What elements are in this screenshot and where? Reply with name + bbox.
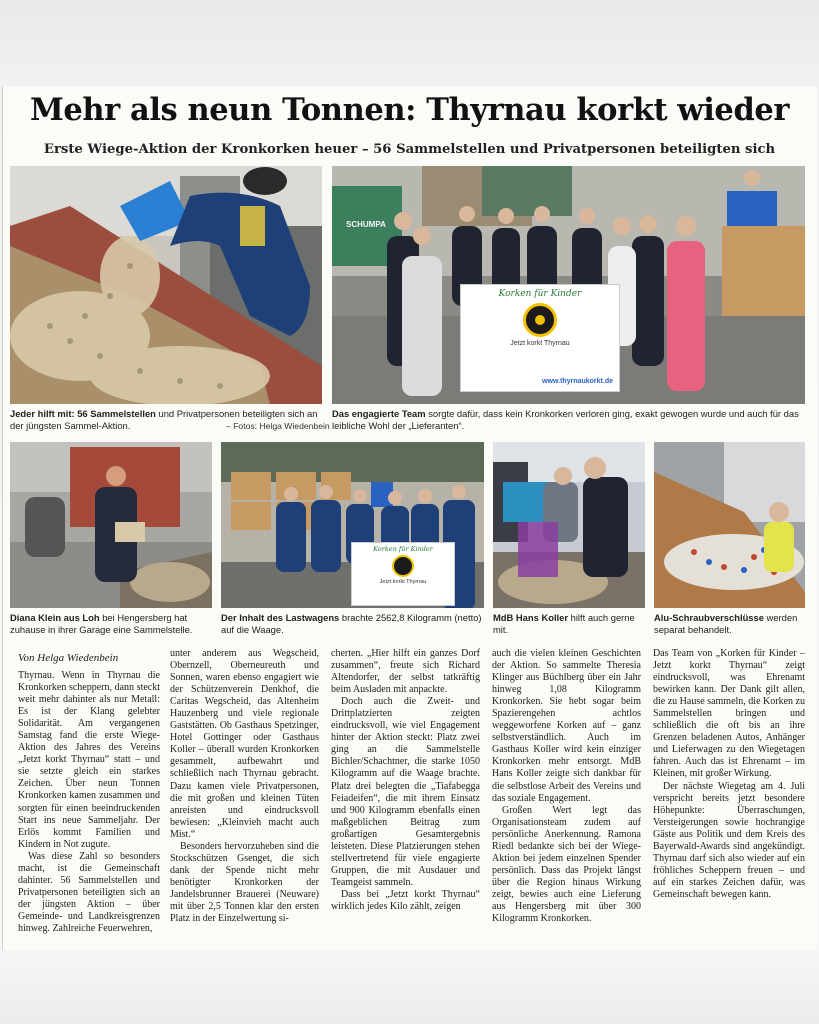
- banner-team: [460, 284, 620, 392]
- banner-team-url: www.thyrnaukorkt.de: [542, 378, 613, 385]
- banner-team-logo: [523, 303, 557, 337]
- banner-truck-title: Jetzt korkt Thyrnau: [379, 579, 427, 585]
- container-label: SCHUMPA: [346, 220, 386, 229]
- photo-hans-koller: [493, 442, 645, 608]
- caption-photo-2-text: sorgte dafür, dass kein Kronkorken verloren ging, exakt gewogen wurde und auch für das leibliche Wohl der „Lieferanten“.: [332, 408, 799, 432]
- headline: Mehr als neun Tonnen: Thyrnau korkt wieder: [29, 92, 790, 128]
- column-2-paragraph-1: unter anderem aus Wegscheid, Obernzell, Oberneureuth und Sonnen, waren ebenso engagiert wie der Schützenverein Denkhof, die Caritas Wegscheid, das Altenheim Hauzenberg und viele regionale Gaststätten. Ob Gasthaus Spetzinger, Hotel Gottinger oder Gasthaus Koller – überall wurden Kronkorken gesammelt, aufbewahrt und schließlich nach Thyrnau gebracht. Dazu kamen viele Privatpersonen, die mit großen und kleinen Tüten anreisten und eindrucksvoll bewiesen: „Kleinvieh macht auch Mist.“: [170, 648, 319, 840]
- article-column-2: [170, 648, 319, 925]
- caption-photo-4-bold: Der Inhalt des Lastwagens: [221, 612, 340, 623]
- column-4-paragraph-1: auch die vielen kleinen Geschichten der Aktion. So sammelte Theresia Klinger aus Büchlberg über ein Jahr hinweg 1,08 Kilogramm Kronkorken. Sie hebt sogar beim Spazierengehen achtlos weggeworfene Korken auf – ganz selbstverständlich. Auch im Gasthaus Koller wird kein einziger Kronkorken mehr entsorgt. MdB Hans Koller zeigte sich dankbar für die selbstlose Arbeit des Vereins und das soziale Engagement.: [492, 648, 641, 804]
- column-1-paragraph-2: Was diese Zahl so besonders macht, ist die Gemeinschaft dahinter. 56 Sammelstellen und Privatpersonen beteiligten sich an der jüngsten Aktion – über Gemeinde- und Landkreisgrenzen hinweg. Zahlreiche Feuerwehren,: [18, 850, 160, 934]
- caption-photo-6: [654, 612, 805, 637]
- photo-truck-contents: [221, 442, 484, 608]
- caption-photo-2: [332, 408, 805, 433]
- caption-photo-1-bold: Jeder hilft mit: 56 Sammelstellen: [10, 408, 156, 419]
- caption-photo-3: [10, 612, 212, 637]
- caption-photo-3-bold: Diana Klein aus Loh: [10, 612, 100, 623]
- photo-team: [332, 166, 805, 404]
- caption-photo-5: [493, 612, 645, 637]
- banner-team-script: Korken für Kinder: [498, 289, 582, 299]
- banner-truck-script: Korken für Kinder: [373, 545, 433, 553]
- column-5-paragraph-2: Der nächste Wiegetag am 4. Juli verspricht bereits jetzt besondere Höhepunkte: Überraschungen, Versteigerungen sowie hochrangige Gäste aus Politik und dem Kreis des Bayerwald-Awards sind angekündigt. Thyrnau darf sich also wieder auf ein fröhliches Scheppern freuen – und auf ein starkes Zeichen dafür, was Gemeinschaft bewegen kann.: [653, 780, 805, 900]
- column-3-paragraph-3: Dass bei „Jetzt korkt Thyrnau“ wirklich jedes Kilo zählt, zeigen: [331, 888, 480, 912]
- caption-photo-6-text: werden separat behandelt.: [654, 612, 798, 636]
- caption-photo-6-bold: Alu-Schraubverschlüsse: [654, 612, 764, 623]
- column-1-paragraph-1: Thyrnau. Wenn in Thyrnau die Kronkorken scheppern, dann steckt weit mehr dahinter als nur Metall: Es ist der Klang gelebter Solidarität. Am vergangenen Samstag fand die erste Wiege-Aktion des Jahres des Vereins „Jetzt korkt Thyrnau“ statt – und sie setzte gleich ein starkes Zeichen. Über neun Tonnen Kronkorken kamen zusammen und sorgten für einen beeindruckenden Start ins neue Sammeljahr. Der Erlös kommt Familien und Kindern in Not zugute.: [18, 670, 160, 850]
- caption-photo-3-text: bei Hengersberg hat zuhause in ihrer Garage eine Sammelstelle.: [10, 612, 193, 636]
- byline: Von Helga Wiedenbein: [18, 652, 119, 664]
- column-3-paragraph-2: Doch auch die Zweit- und Drittplatzierten zeigten eindrucksvoll, wie viel Engagement hinter der Aktion steckt: Platz zwei ging an die Sammelstelle Bichler/Schachtner, die starke 1050 Kilogramm auf die Waage brachte. Platz drei belegten die „Tiafabegga Feiadeifen“, die mit ihrem Einsatz und 900 Kilogramm ebenfalls einen maßgeblichen Beitrag zum großartigen Gesamtergebnis leisteten. Diese Platzierungen stehen stellvertretend für viele engagierte Gruppen, die mit Ausdauer und Teamgeist sammeln.: [331, 696, 480, 888]
- photo-credit: – Fotos: Helga Wiedenbein: [226, 421, 330, 431]
- subheadline: Erste Wiege-Aktion der Kronkorken heuer – 56 Sammelstellen und Privatpersonen beteiligten sich: [43, 142, 776, 157]
- caption-photo-4-text: brachte 2562,8 Kilogramm (netto) auf die Waage.: [221, 612, 482, 636]
- caption-photo-4: [221, 612, 484, 637]
- banner-truck-logo: [392, 555, 414, 577]
- article-column-4: [492, 648, 641, 925]
- banner-team-title: Jetzt korkt Thyrnau: [510, 340, 570, 347]
- column-3-paragraph-1: cherten. „Hier hilft ein ganzes Dorf zusammen“, freute sich Richard Altendorfer, der selbst tatkräftig beim Ausladen mit anpackte.: [331, 648, 480, 696]
- caption-photo-1-text: und Privatpersonen beteiligten sich an der jüngsten Sammel-Aktion.: [10, 408, 318, 432]
- article-column-1: [18, 670, 160, 935]
- caption-photo-5-bold: MdB Hans Koller: [493, 612, 569, 623]
- article-column-5: [653, 648, 805, 901]
- column-2-paragraph-2: Besonders hervorzuheben sind die Stockschützen Gsenget, die sich dank der Spende nicht mehr benötigter Kronkorken der Jandelsbrunner Brauerei (Neuware) mit über 2,5 Tonnen klar den ersten Platz in der Einzelwertung si-: [170, 840, 319, 925]
- caption-photo-2-bold: Das engagierte Team: [332, 408, 426, 419]
- photo-garage-collection: [10, 442, 212, 608]
- photo-pouring-caps: [10, 166, 322, 404]
- column-5-paragraph-1: Das Team von „Korken für Kinder – Jetzt korkt Thyrnau“ zeigt eindrucksvoll, was Ehrenamt bewirken kann. Der Dank gilt allen, die zu Hause sammeln, die Korken zu Sammelstellen bringen und schließlich die oft bis an ihre Grenzen beladenen Autos, Anhänger und Lieferwagen zu den Wiegetagen fahren. Auch das ist Ehrenamt – im Kleinen, mit großer Wirkung.: [653, 648, 805, 780]
- photo-alu-caps: [654, 442, 805, 608]
- caption-photo-5-text: hilft auch gerne mit.: [493, 612, 635, 636]
- article-column-3: [331, 648, 480, 913]
- column-4-paragraph-2: Großen Wert legt das Organisationsteam zudem auf persönliche Anerkennung. Ramona Riedl bedankte sich bei der Wiege-Aktion bei jedem einzelnen Spender persönlich. Dass das Projekt längst über die Region hinaus Wirkung zeigt, bewies auch eine Lieferung aus Hengersberg mit über 300 Kilogramm Kronkorken.: [492, 804, 641, 925]
- banner-truck: [351, 542, 455, 606]
